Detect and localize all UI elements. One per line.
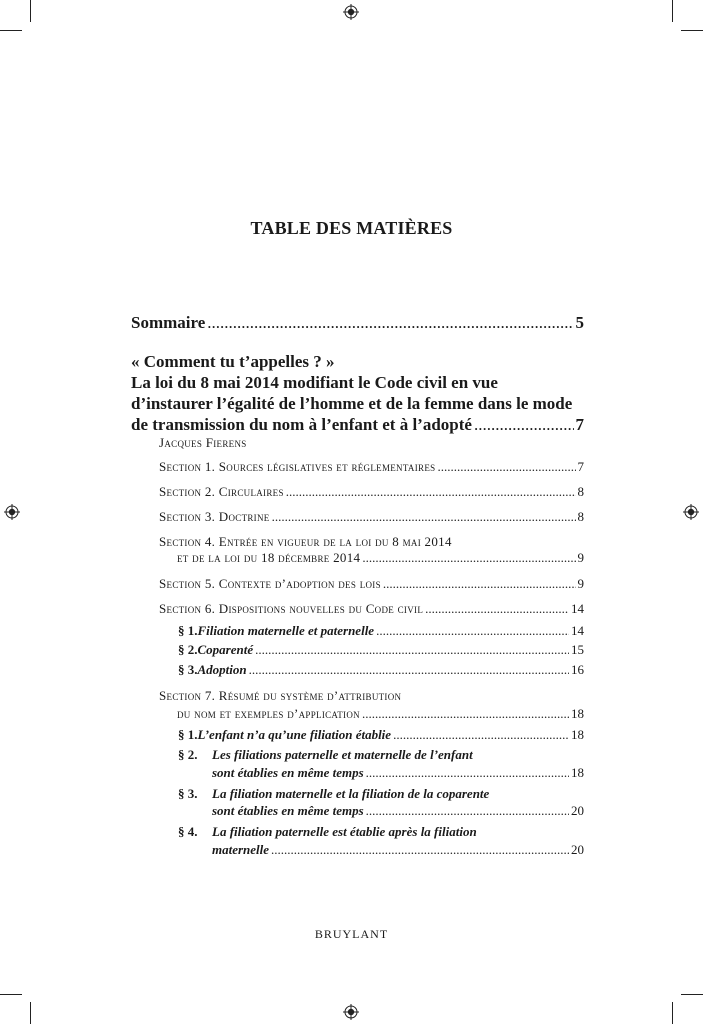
toc-entry-s7-p3[interactable] — [212, 803, 584, 819]
toc-entry-s6-p2[interactable] — [178, 642, 584, 658]
toc-entry-label: Section 2. Circulaires — [159, 484, 284, 499]
toc-entry-label: maternelle — [212, 842, 270, 857]
registration-mark-icon — [683, 504, 699, 520]
toc-entry-label: Filiation maternelle et paternelle — [197, 623, 375, 638]
toc-entry-page: 20 — [571, 842, 584, 857]
paragraph-number: § 4. — [178, 824, 198, 839]
leader-dots — [272, 509, 576, 525]
leader-dots — [249, 662, 569, 678]
toc-entry-page: 14 — [571, 623, 584, 638]
publisher-footer: BRUYLANT — [314, 927, 389, 941]
toc-entry-page: 5 — [575, 313, 584, 332]
toc-entry-page: 7 — [577, 459, 584, 474]
toc-entry-label: Section 1. Sources législatives et réglementaires — [159, 459, 436, 474]
paragraph-number: § 1. — [178, 727, 198, 742]
leader-dots — [255, 642, 569, 658]
toc-entry-s6-p3[interactable] — [178, 662, 584, 678]
chapter-title-line: La loi du 8 mai 2014 modifiant le Code civil en vue — [131, 373, 498, 392]
toc-entry-section-6[interactable] — [159, 601, 584, 617]
toc-entry-page: 18 — [571, 706, 584, 721]
leader-dots — [425, 601, 569, 617]
toc-entry-section-4[interactable] — [177, 550, 584, 566]
toc-entry-label: Section 5. Contexte d’adoption des lois — [159, 576, 381, 591]
toc-entry-sommaire[interactable] — [131, 313, 584, 333]
chapter-author: Jacques Fierens — [159, 435, 247, 450]
crop-mark — [30, 1002, 31, 1024]
paragraph-number: § 2. — [178, 747, 198, 762]
leader-dots — [366, 765, 569, 781]
toc-entry-section-7[interactable] — [177, 706, 584, 722]
toc-entry-s7-p4-line1: § 4. La filiation paternelle est établie après la filiation — [178, 824, 477, 839]
toc-entry-label: Section 6. Dispositions nouvelles du Code civil — [159, 601, 424, 616]
toc-entry-label: Section 3. Doctrine — [159, 509, 270, 524]
paragraph-number: § 2. — [178, 642, 198, 657]
paragraph-number: § 3. — [178, 662, 198, 677]
paragraph-number: § 1. — [178, 623, 198, 638]
toc-entry-page: 16 — [571, 662, 584, 677]
toc-entry-label: sont établies en même temps — [212, 803, 364, 818]
crop-mark — [681, 30, 703, 31]
toc-entry-s7-p4[interactable] — [212, 842, 584, 858]
toc-entry-section-5[interactable] — [159, 576, 584, 592]
toc-entry-label: du nom et exemples d’application — [177, 706, 360, 721]
leader-dots — [474, 415, 574, 435]
page-title: TABLE DES MATIÈRES — [250, 218, 453, 238]
leader-dots — [393, 727, 569, 743]
toc-entry-section-2[interactable] — [159, 484, 584, 500]
chapter-title-line: « Comment tu t’appelles ? » — [131, 352, 335, 371]
crop-mark — [30, 0, 31, 22]
toc-entry-section-3[interactable] — [159, 509, 584, 525]
registration-mark-icon — [4, 504, 20, 520]
leader-dots — [366, 803, 569, 819]
toc-entry-chapter[interactable] — [131, 415, 584, 435]
toc-entry-label: Adoption — [197, 662, 247, 677]
registration-mark-icon — [343, 4, 359, 20]
registration-mark-icon — [343, 1004, 359, 1020]
toc-entry-page: 9 — [577, 550, 584, 565]
toc-entry-page: 20 — [571, 803, 584, 818]
toc-entry-page: 8 — [577, 509, 584, 524]
leader-dots — [362, 706, 569, 722]
chapter-title-line: d’instaurer l’égalité de l’homme et de la femme dans le mode — [131, 394, 573, 413]
leader-dots — [383, 576, 576, 592]
leader-dots — [286, 484, 576, 500]
toc-entry-section-7-line1: Section 7. Résumé du système d’attribution — [159, 688, 402, 703]
toc-entry-page: 8 — [577, 484, 584, 499]
toc-entry-s7-p2[interactable] — [212, 765, 584, 781]
toc-entry-label: sont établies en même temps — [212, 765, 364, 780]
toc-entry-page: 18 — [571, 765, 584, 780]
toc-entry-s7-p3-line1: § 3. La filiation maternelle et la filiation de la coparente — [178, 786, 490, 801]
toc-entry-page: 7 — [575, 415, 584, 434]
toc-entry-label: L’enfant n’a qu’une filiation établie — [197, 727, 392, 742]
crop-mark — [0, 994, 22, 995]
toc-entry-section-4-line1: Section 4. Entrée en vigueur de la loi du 8 mai 2014 — [159, 534, 452, 549]
toc-entry-label: Coparenté — [197, 642, 254, 657]
leader-dots — [376, 623, 569, 639]
paragraph-number: § 3. — [178, 786, 198, 801]
toc-entry-label: Sommaire — [131, 313, 206, 332]
crop-mark — [672, 1002, 673, 1024]
toc-entry-s7-p2-line1: § 2. Les filiations paternelle et maternelle de l’enfant — [178, 747, 473, 762]
leader-dots — [437, 459, 575, 475]
toc-entry-s6-p1[interactable] — [178, 623, 584, 639]
toc-entry-page: 9 — [577, 576, 584, 591]
leader-dots — [362, 550, 575, 566]
toc-entry-section-1[interactable] — [159, 459, 584, 475]
toc-entry-s7-p1[interactable] — [178, 727, 584, 743]
toc-entry-page: 18 — [571, 727, 584, 742]
leader-dots — [271, 842, 569, 858]
toc-entry-page: 15 — [571, 642, 584, 657]
toc-entry-label: et de la loi du 18 décembre 2014 — [177, 550, 361, 565]
crop-mark — [672, 0, 673, 22]
toc-entry-page: 14 — [571, 601, 584, 616]
leader-dots — [207, 313, 573, 333]
crop-mark — [681, 994, 703, 995]
crop-mark — [0, 30, 22, 31]
toc-entry-label: de transmission du nom à l’enfant et à l’adopté — [131, 415, 472, 434]
